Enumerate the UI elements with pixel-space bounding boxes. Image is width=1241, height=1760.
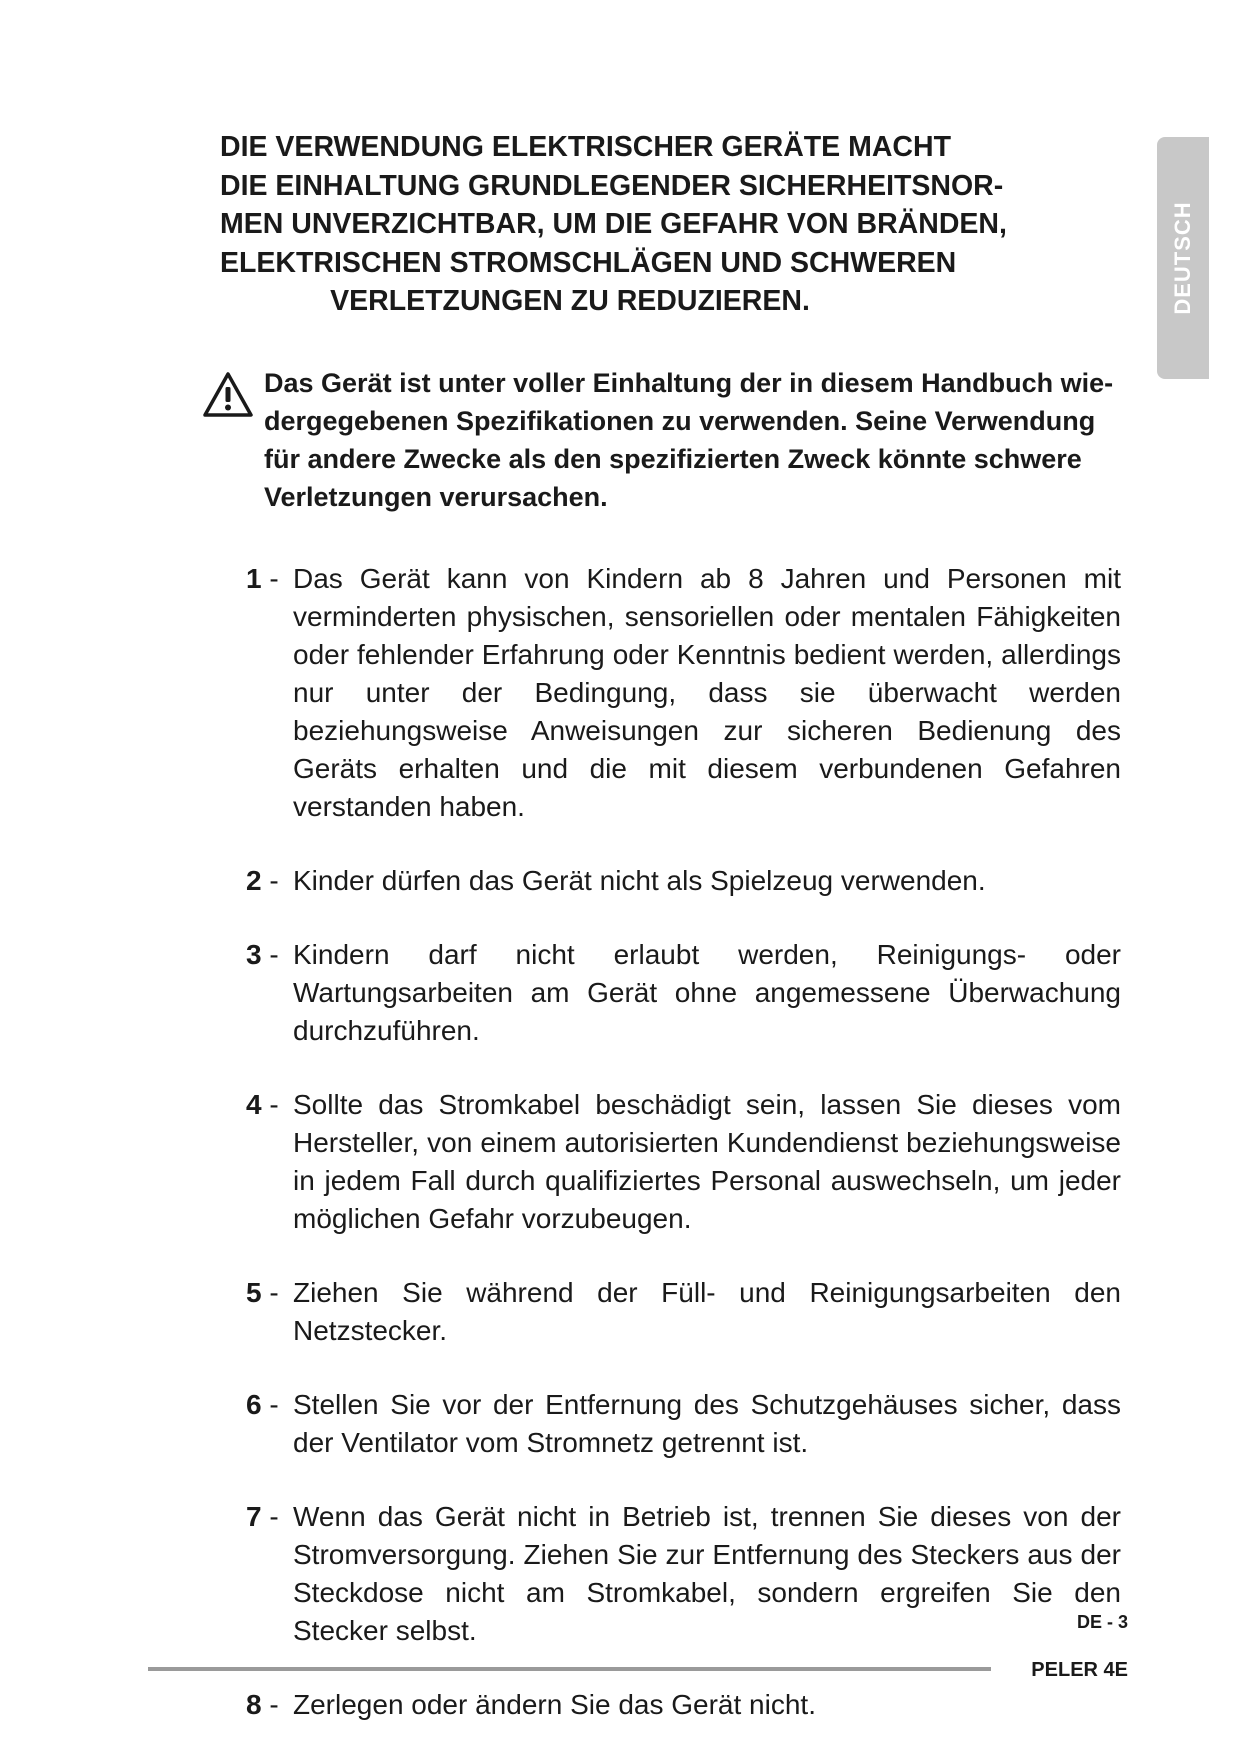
rule-text: Sollte das Stromkabel beschädigt sein, lassen Sie dieses vom Hersteller, von einem autorisierten Kundendienst beziehungsweise in jedem Fall durch qualifiziertes Personal auswechseln, um jeder möglichen Gefahr vorzubeugen. xyxy=(293,1089,1121,1234)
rule-separator: - xyxy=(269,865,279,896)
language-tab xyxy=(1157,137,1209,379)
rule-marker xyxy=(246,560,279,598)
safety-headline xyxy=(220,128,1007,321)
rule-number: 2 xyxy=(246,865,262,896)
rule-item xyxy=(246,1086,1146,1238)
warning-triangle-icon xyxy=(202,371,254,419)
rule-marker xyxy=(246,1498,279,1536)
rule-number: 8 xyxy=(246,1689,262,1720)
headline-line: ELEKTRISCHEN STROMSCHLÄGEN UND SCHWEREN xyxy=(220,246,957,279)
rule-marker xyxy=(246,862,279,900)
rule-text: Das Gerät kann von Kindern ab 8 Jahren und Personen mit verminderten physischen, sensoriellen oder mentalen Fähigkeiten oder fehlender Erfahrung oder Kenntnis bedient werden, allerdings nur unter der Bedingung, dass sie überwacht werden beziehungsweise Anweisungen zur sicheren Bedienung des Geräts erhalten und die mit diesem verbundenen Gefahren verstanden haben. xyxy=(293,563,1121,822)
headline-line: DIE VERWENDUNG ELEKTRISCHER GERÄTE MACHT xyxy=(220,131,952,163)
rule-text: Wenn das Gerät nicht in Betrieb ist, trennen Sie dieses von der Stromversorgung. Ziehen Sie zur Entfernung des Steckers aus der Steckdose nicht am Stromkabel, sondern ergreifen Sie den Stecker selbst. xyxy=(293,1501,1121,1646)
rule-number: 5 xyxy=(246,1277,262,1308)
rule-marker xyxy=(246,1386,279,1424)
rule-item xyxy=(246,1498,1146,1650)
rule-separator: - xyxy=(269,1089,279,1120)
rule-separator: - xyxy=(269,1501,279,1532)
rule-marker xyxy=(246,936,279,974)
rule-separator: - xyxy=(269,939,279,970)
language-tab-label: DEUTSCH xyxy=(1170,201,1195,315)
rule-text: Zerlegen oder ändern Sie das Gerät nicht. xyxy=(293,1689,816,1720)
rule-item xyxy=(246,1386,1146,1462)
warning-line: für andere Zwecke als den spezifizierten Zweck könnte schwere xyxy=(264,444,1082,474)
safety-rules-list xyxy=(246,560,1146,1760)
rule-separator: - xyxy=(269,1277,279,1308)
warning-line: Das Gerät ist unter voller Einhaltung der in diesem Handbuch wie- xyxy=(264,368,1114,398)
rule-marker xyxy=(246,1086,279,1124)
warning-text xyxy=(264,364,1144,516)
headline-line: MEN UNVERZICHTBAR, UM DIE GEFAHR VON BRÄNDEN, xyxy=(220,208,1007,240)
rule-separator: - xyxy=(269,563,279,594)
rule-item xyxy=(246,862,1146,900)
headline-line: VERLETZUNGEN ZU REDUZIEREN. xyxy=(330,285,810,317)
rule-marker xyxy=(246,1274,279,1312)
warning-line: dergegebenen Spezifikationen zu verwenden. Seine Verwendung xyxy=(264,406,1096,436)
rule-number: 3 xyxy=(246,939,262,970)
rule-number: 4 xyxy=(246,1089,262,1120)
headline-line: DIE EINHALTUNG GRUNDLEGENDER SICHERHEITSNOR- xyxy=(220,169,1004,202)
rule-separator: - xyxy=(269,1689,279,1720)
rule-separator: - xyxy=(269,1389,279,1420)
rule-item xyxy=(246,1686,1146,1724)
rule-number: 7 xyxy=(246,1501,262,1532)
rule-number: 1 xyxy=(246,563,262,594)
rule-text: Ziehen Sie während der Füll- und Reinigungsarbeiten den Netzstecker. xyxy=(293,1277,1121,1346)
rule-number: 6 xyxy=(246,1389,262,1420)
page-number: DE - 3 xyxy=(1076,1612,1128,1632)
footer-divider xyxy=(148,1667,991,1671)
rule-text: Kinder dürfen das Gerät nicht als Spielzeug verwenden. xyxy=(293,865,986,896)
model-name: PELER 4E xyxy=(1031,1659,1128,1681)
rule-item xyxy=(246,936,1146,1050)
rule-item xyxy=(246,1274,1146,1350)
rule-item xyxy=(246,560,1146,826)
rule-marker xyxy=(246,1686,279,1724)
rule-text: Stellen Sie vor der Entfernung des Schutzgehäuses sicher, dass der Ventilator vom Stromnetz getrennt ist. xyxy=(293,1389,1121,1458)
warning-line: Verletzungen verursachen. xyxy=(264,482,608,512)
rule-text: Kindern darf nicht erlaubt werden, Reinigungs- oder Wartungsarbeiten am Gerät ohne angemessene Überwachung durchzuführen. xyxy=(293,939,1121,1046)
